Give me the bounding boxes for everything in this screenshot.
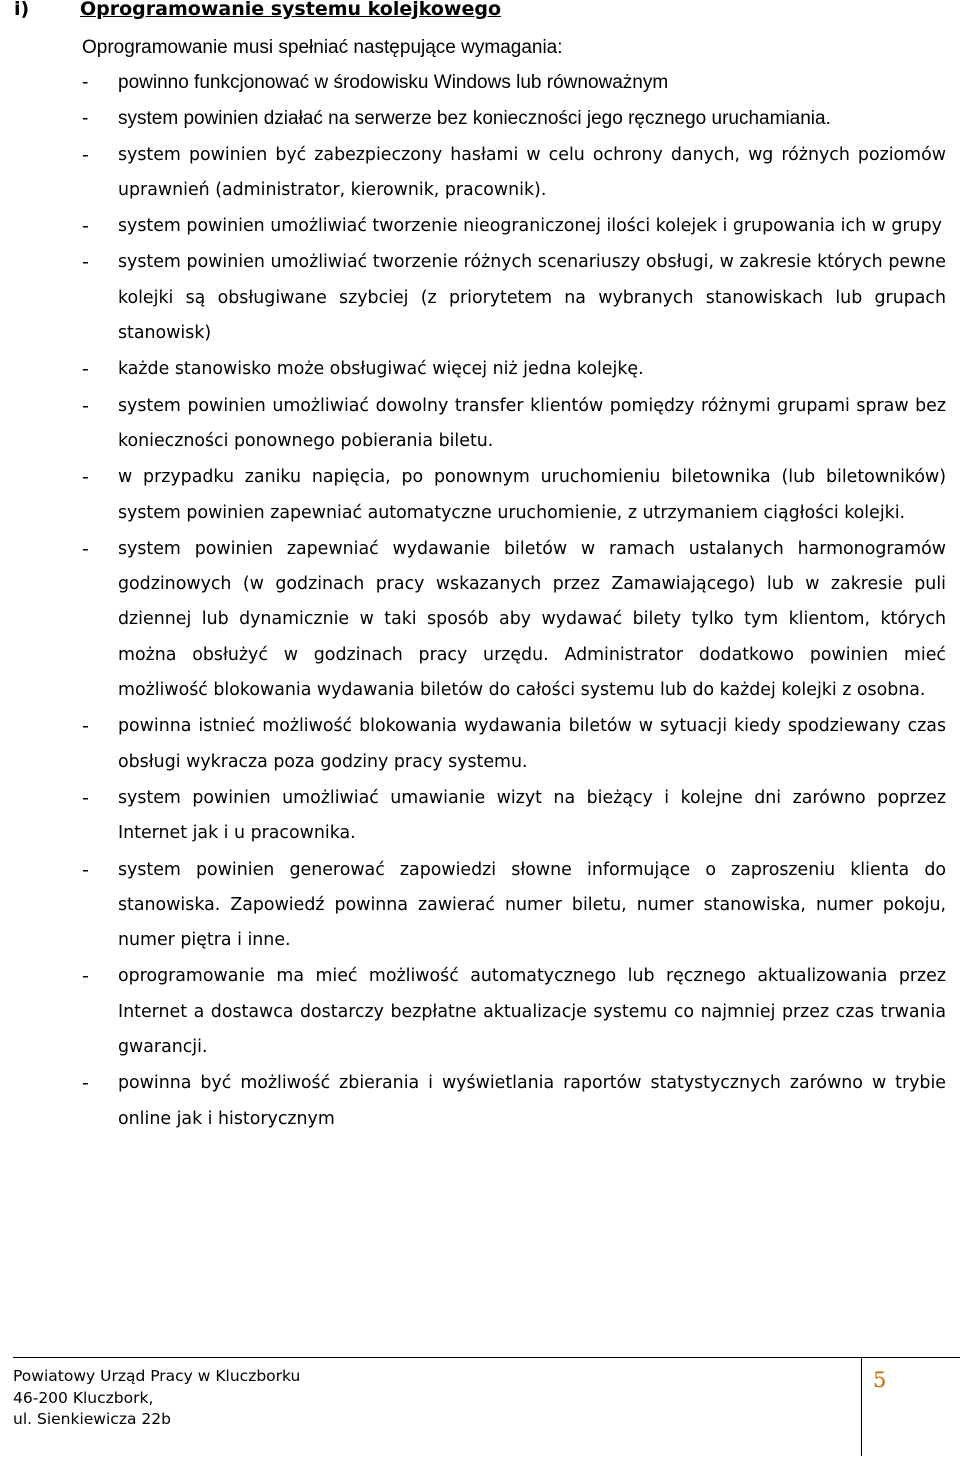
bullet-dash: - (82, 358, 89, 381)
requirement-item (82, 389, 946, 460)
footer-address (13, 1366, 300, 1431)
requirement-item (82, 101, 946, 136)
requirement-text: system powinien umożliwiać tworzenie nieograniczonej ilości kolejek i grupowania ich w grupy (118, 216, 942, 237)
footer-office-name: Powiatowy Urząd Pracy w Kluczborku (13, 1367, 301, 1385)
bullet-dash: - (82, 108, 89, 130)
requirement-item (82, 709, 946, 780)
page-footer (13, 1357, 960, 1456)
section-number: i) (14, 0, 30, 20)
bullet-dash: - (82, 215, 89, 238)
bullet-dash: - (82, 858, 89, 881)
requirement-item (82, 853, 946, 959)
requirement-text: system powinien być zabezpieczony hasłami w celu ochrony danych, wg różnych poziomów uprawnień (administrator, kierownik, pracownik). (118, 144, 946, 200)
bullet-dash: - (82, 394, 89, 417)
page-number: 5 (873, 1368, 887, 1392)
requirement-item (82, 532, 946, 708)
requirement-text: system powinien zapewniać wydawanie biletów w ramach ustalanych harmonogramów godzinowych (w godzinach pracy wskazanych przez Zamawiającego) lub w zakresie puli dziennej lub dynamicznie w taki sposób aby wydawać bilety tylko tym klientom, których można obsłużyć w godzinach pracy urzędu. Administrator dodatkowo powinien mieć możliwość blokowania wydawania biletów do całości systemu lub do każdej kolejki z osobna. (118, 538, 946, 701)
requirement-text: każde stanowisko może obsługiwać więcej niż jedna kolejkę. (118, 359, 644, 380)
bullet-dash: - (82, 251, 89, 274)
intro-text: Oprogramowanie musi spełniać następujące wymagania: (82, 37, 563, 58)
section-heading (14, 0, 501, 20)
requirement-item (82, 245, 946, 351)
bullet-dash: - (82, 1072, 89, 1095)
footer-divider (861, 1358, 862, 1456)
requirement-item (82, 460, 946, 531)
requirement-item (82, 138, 946, 209)
requirement-text: powinna być możliwość zbierania i wyświetlania raportów statystycznych zarówno w trybie online jak i historycznym (118, 1073, 946, 1129)
bullet-dash: - (82, 537, 89, 560)
requirement-text: system powinien umożliwiać tworzenie różnych scenariuszy obsługi, w zakresie których pewne kolejki są obsługiwane szybciej (z priorytetem na wybranych stanowiskach lub grupach stanowisk) (118, 252, 946, 344)
requirement-item (82, 209, 946, 244)
requirement-item (82, 65, 946, 100)
bullet-dash: - (82, 72, 89, 93)
requirement-text: system powinien działać na serwerze bez konieczności jego ręcznego uruchamiania. (118, 108, 831, 130)
requirements-list (82, 65, 946, 1138)
requirement-text: system powinien umożliwiać umawianie wizyt na bieżący i kolejne dni zarówno poprzez Internet jak i u pracownika. (118, 787, 946, 844)
bullet-dash: - (82, 786, 89, 809)
requirement-item (82, 352, 946, 387)
bullet-dash: - (82, 466, 89, 489)
requirement-text: oprogramowanie ma mieć możliwość automatycznego lub ręcznego aktualizowania przez Internet a dostawca dostarczy bezpłatne aktualizacje systemu co najmniej przez czas trwania gwarancji. (118, 966, 946, 1058)
bullet-dash: - (82, 143, 89, 166)
requirement-text: system powinien umożliwiać dowolny transfer klientów pomiędzy różnymi grupami spraw bez konieczności ponownego pobierania biletu. (118, 395, 946, 451)
requirement-item (82, 959, 946, 1065)
footer-postal-city: 46-200 Kluczbork, (13, 1388, 154, 1407)
section-title: Oprogramowanie systemu kolejkowego (80, 0, 502, 20)
requirement-text: powinno funkcjonować w środowisku Windows lub równoważnym (118, 72, 669, 93)
requirement-item (82, 1066, 946, 1137)
requirement-text: system powinien generować zapowiedzi słowne informujące o zaproszeniu klienta do stanowiska. Zapowiedź powinna zawierać numer biletu, numer stanowiska, numer pokoju, numer piętra i inne. (118, 859, 946, 951)
requirement-text: powinna istnieć możliwość blokowania wydawania biletów w sytuacji kiedy spodziewany czas obsługi wykracza poza godziny pracy systemu. (118, 716, 946, 772)
footer-street: ul. Sienkiewicza 22b (13, 1410, 171, 1428)
requirement-text: w przypadku zaniku napięcia, po ponownym uruchomieniu biletownika (lub biletowników) system powinien zapewniać automatyczne uruchomienie, z utrzymaniem ciągłości kolejki. (118, 467, 946, 523)
requirement-item (82, 781, 946, 852)
bullet-dash: - (82, 965, 89, 988)
bullet-dash: - (82, 715, 89, 738)
